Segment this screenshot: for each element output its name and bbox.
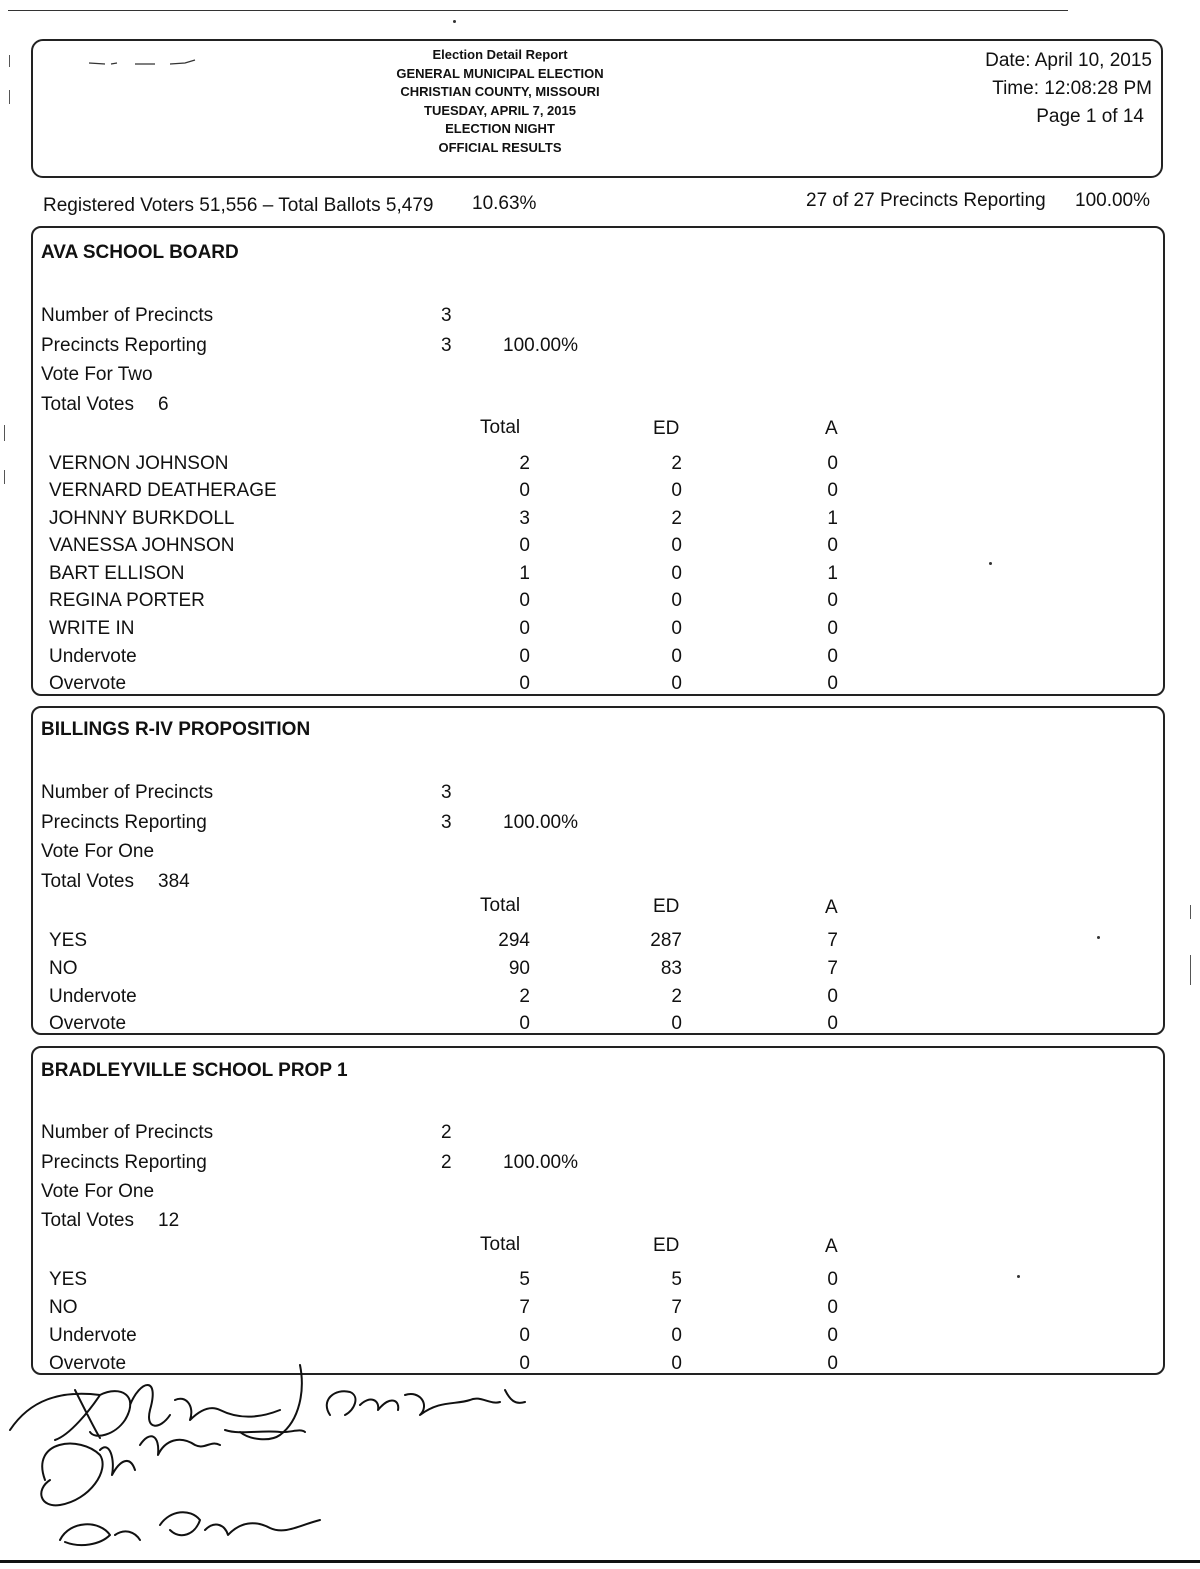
a-cell: 0 (827, 453, 838, 474)
ed-cell: 0 (671, 673, 682, 694)
total-cell: 0 (519, 535, 530, 556)
header-line: ELECTION NIGHT (445, 121, 555, 136)
precincts-reporting-label: Precincts Reporting (41, 1152, 207, 1173)
a-cell: 0 (827, 1353, 838, 1374)
choice-name: Overvote (49, 1013, 127, 1034)
num-precincts-value: 3 (441, 782, 452, 803)
a-cell: 0 (827, 480, 838, 501)
handwritten-signatures (0, 1360, 560, 1560)
total-votes-value: 12 (158, 1210, 180, 1231)
report-time: Time: 12:08:28 PM (992, 78, 1152, 99)
num-precincts-value: 2 (441, 1122, 452, 1143)
total-cell: 0 (519, 1353, 530, 1374)
num-precincts-value: 3 (441, 305, 452, 326)
header-line: TUESDAY, APRIL 7, 2015 (424, 102, 576, 118)
column-header-a: A (825, 1236, 838, 1257)
speck (989, 562, 992, 565)
column-header-ed: ED (653, 896, 680, 917)
turnout-pct: 10.63% (472, 193, 537, 214)
precincts-reporting-pct: 100.00% (503, 812, 579, 833)
ed-cell: 0 (671, 618, 682, 639)
candidate-name: JOHNNY BURKDOLL (49, 508, 235, 529)
ed-cell: 0 (671, 1353, 682, 1374)
candidate-name: VANESSA JOHNSON (49, 535, 235, 556)
num-precincts-label: Number of Precincts (41, 1122, 214, 1143)
total-cell: 5 (519, 1269, 530, 1290)
header-line: Election Detail Report (432, 47, 568, 62)
total-votes-label: Total Votes (41, 1210, 134, 1231)
ed-cell: 2 (671, 453, 682, 474)
contest-box (31, 706, 1165, 1035)
a-cell: 0 (827, 646, 838, 667)
contest-title: BRADLEYVILLE SCHOOL PROP 1 (41, 1060, 348, 1081)
contest-title: BILLINGS R-IV PROPOSITION (41, 719, 311, 740)
total-cell: 0 (519, 590, 530, 611)
margin-mark (1190, 905, 1191, 919)
contest-box (31, 1046, 1165, 1375)
ed-cell: 2 (671, 986, 682, 1007)
choice-name: Overvote (49, 1353, 127, 1374)
total-votes-label: Total Votes (41, 394, 134, 415)
precincts-reporting-pct: 100.00% (503, 1152, 579, 1173)
voters-ballots: Registered Voters 51,556 – Total Ballots 5,479 (43, 195, 434, 216)
bottom-rule (0, 1560, 1200, 1563)
a-cell: 0 (827, 1269, 838, 1290)
header-line: CHRISTIAN COUNTY, MISSOURI (400, 84, 600, 99)
a-cell: 0 (827, 535, 838, 556)
a-cell: 0 (827, 673, 838, 694)
total-cell: 0 (519, 480, 530, 501)
num-precincts-label: Number of Precincts (41, 305, 214, 326)
a-cell: 0 (827, 1013, 838, 1034)
total-cell: 2 (519, 986, 530, 1007)
margin-mark (4, 425, 5, 441)
choice-name: NO (49, 1297, 78, 1318)
a-cell: 7 (827, 958, 838, 979)
report-date: Date: April 10, 2015 (985, 50, 1152, 71)
a-cell: 1 (827, 508, 838, 529)
precincts-reporting-value: 3 (441, 812, 452, 833)
total-cell: 0 (519, 646, 530, 667)
candidate-name: Overvote (49, 673, 127, 694)
total-cell: 0 (519, 673, 530, 694)
a-cell: 0 (827, 618, 838, 639)
ed-cell: 83 (660, 958, 682, 979)
candidate-name: BART ELLISON (49, 563, 185, 584)
ed-cell: 5 (671, 1269, 682, 1290)
ed-cell: 0 (671, 590, 682, 611)
margin-mark (9, 55, 10, 67)
header-line: OFFICIAL RESULTS (438, 139, 562, 155)
choice-name: Undervote (49, 986, 137, 1007)
ed-cell: 2 (671, 508, 682, 529)
ed-cell: 0 (671, 646, 682, 667)
candidate-name: VERNARD DEATHERAGE (49, 480, 277, 501)
page-number: Page 1 of 14 (1036, 106, 1144, 127)
total-votes-value: 6 (158, 394, 169, 415)
total-cell: 2 (519, 453, 530, 474)
a-cell: 0 (827, 1325, 838, 1346)
total-cell: 90 (508, 958, 530, 979)
column-header-ed: ED (653, 418, 680, 439)
ed-cell: 0 (671, 1013, 682, 1034)
candidate-name: REGINA PORTER (49, 590, 205, 611)
a-cell: 7 (827, 930, 838, 951)
ed-cell: 7 (671, 1297, 682, 1318)
vote-for: Vote For Two (41, 364, 153, 385)
ed-cell: 0 (671, 563, 682, 584)
a-cell: 0 (827, 986, 838, 1007)
ed-cell: 0 (671, 1325, 682, 1346)
top-rule (8, 10, 1068, 11)
report-header-title (330, 46, 670, 157)
ed-cell: 0 (671, 535, 682, 556)
precincts-reporting-value: 2 (441, 1152, 452, 1173)
column-header-total: Total (480, 417, 521, 438)
total-cell: 0 (519, 1013, 530, 1034)
speck (1017, 1275, 1020, 1278)
candidate-name: WRITE IN (49, 618, 135, 639)
column-header-ed: ED (653, 1235, 680, 1256)
a-cell: 1 (827, 563, 838, 584)
margin-mark (9, 90, 10, 104)
contest-title: AVA SCHOOL BOARD (41, 242, 239, 263)
total-cell: 7 (519, 1297, 530, 1318)
choice-name: NO (49, 958, 78, 979)
vote-for: Vote For One (41, 841, 155, 862)
ed-cell: 287 (650, 930, 682, 951)
precincts-reporting-pct: 100.00% (1075, 190, 1151, 211)
precincts-reporting-pct: 100.00% (503, 335, 579, 356)
a-cell: 0 (827, 1297, 838, 1318)
precincts-reporting-value: 3 (441, 335, 452, 356)
candidate-name: Undervote (49, 646, 137, 667)
choice-name: YES (49, 1269, 88, 1290)
precincts-reporting-label: Precincts Reporting (41, 812, 207, 833)
vote-for: Vote For One (41, 1181, 155, 1202)
a-cell: 0 (827, 590, 838, 611)
margin-mark (4, 470, 5, 484)
column-header-total: Total (480, 1234, 521, 1255)
num-precincts-label: Number of Precincts (41, 782, 214, 803)
header-scribble (85, 58, 205, 68)
choice-name: YES (49, 930, 88, 951)
speck (1097, 936, 1100, 939)
total-votes-label: Total Votes (41, 871, 134, 892)
column-header-a: A (825, 418, 838, 439)
column-header-total: Total (480, 895, 521, 916)
total-cell: 3 (519, 508, 530, 529)
margin-mark (1190, 955, 1191, 985)
precincts-reporting-label: Precincts Reporting (41, 335, 207, 356)
total-cell: 0 (519, 1325, 530, 1346)
choice-name: Undervote (49, 1325, 137, 1346)
speck (453, 20, 456, 23)
ed-cell: 0 (671, 480, 682, 501)
precincts-reporting-summary: 27 of 27 Precincts Reporting (806, 190, 1046, 211)
candidate-name: VERNON JOHNSON (49, 453, 229, 474)
total-cell: 294 (498, 930, 530, 951)
column-header-a: A (825, 897, 838, 918)
total-cell: 0 (519, 618, 530, 639)
total-votes-value: 384 (158, 871, 190, 892)
total-cell: 1 (519, 563, 530, 584)
header-line: GENERAL MUNICIPAL ELECTION (396, 65, 604, 81)
